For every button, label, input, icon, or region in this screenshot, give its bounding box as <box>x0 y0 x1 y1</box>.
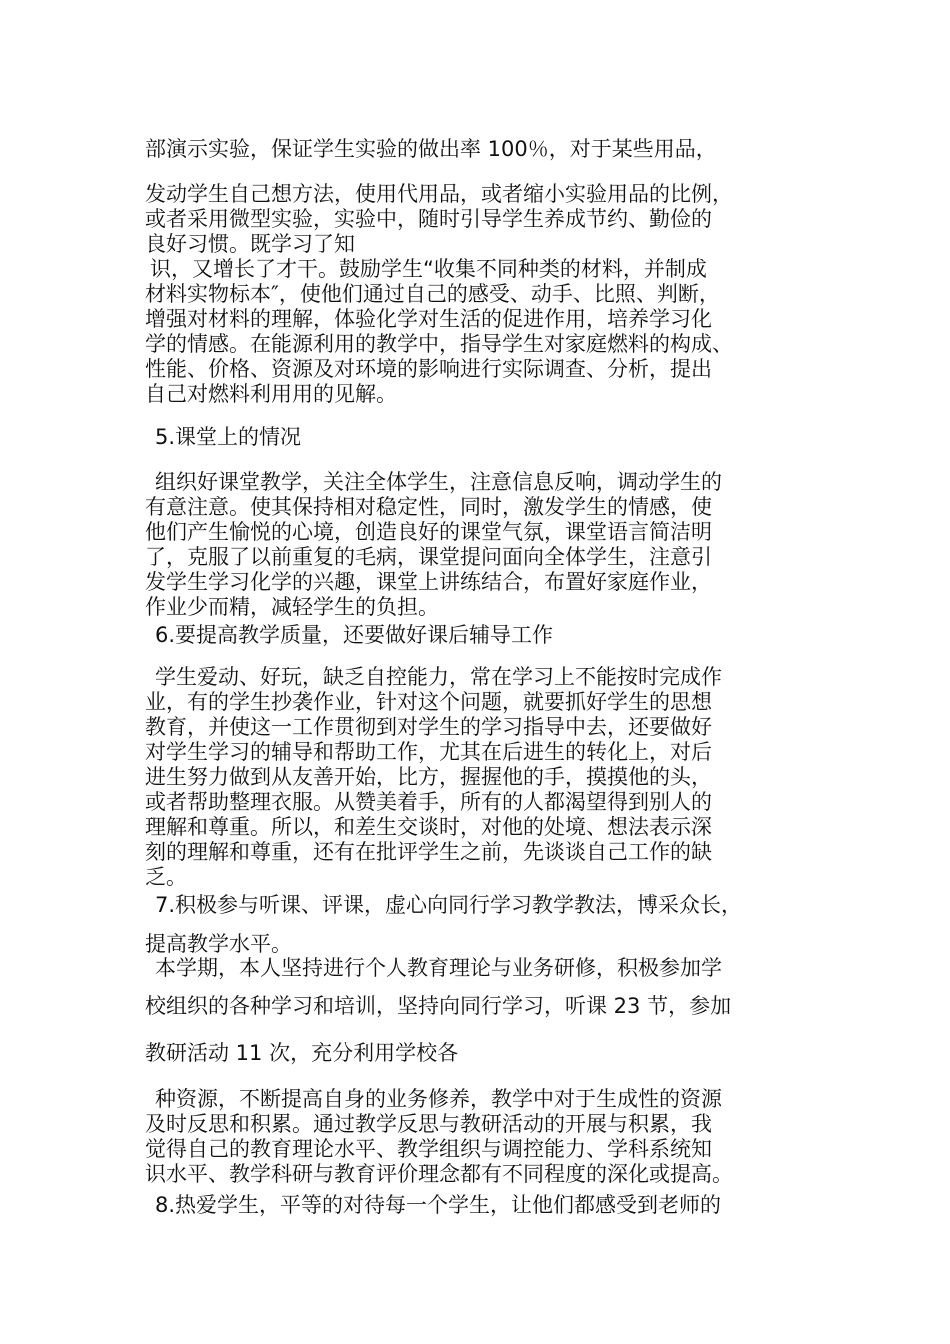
text-line: 作业少而精，减轻学生的负担。 <box>145 595 439 619</box>
text-line: 提高教学水平。 <box>145 932 292 956</box>
text-line: 增强对材料的理解，体验化学对生活的促进作用，培养学习化 <box>145 307 712 331</box>
text-line: 性能、价格、资源及对环境的影响进行实际调查、分析，提出 <box>145 357 712 381</box>
text-line: 发学生学习化学的兴趣，课堂上讲练结合，布置好家庭作业， <box>145 570 712 594</box>
text-line: 或者采用微型实验，实验中，随时引导学生养成节约、勤俭的 <box>145 207 712 231</box>
text-line: 自己对燃料利用用的见解。 <box>145 382 397 406</box>
section-heading: 8.热爱学生，平等的对待每一个学生，让他们都感受到老师的 <box>155 1193 722 1217</box>
text-line: 了，克服了以前重复的毛病，课堂提问面向全体学生，注意引 <box>145 545 712 569</box>
text-line: 教研活动 11 次，充分利用学校各 <box>145 1041 459 1065</box>
section-heading: 6.要提高教学质量，还要做好课后辅导工作 <box>155 623 554 647</box>
text-line: 对学生学习的辅导和帮助工作，尤其在后进生的转化上，对后 <box>145 740 712 764</box>
text-line: 教育，并使这一工作贯彻到对学生的学习指导中去，还要做好 <box>145 715 712 739</box>
text-line: 发动学生自己想方法，使用代用品，或者缩小实验用品的比例， <box>145 182 733 206</box>
text-line: 理解和尊重。所以，和差生交谈时，对他的处境、想法表示深 <box>145 815 712 839</box>
text-line: 识，又增长了才干。鼓励学生“收集不同种类的材料，并制成 <box>150 257 707 281</box>
text-line: 识水平、教学科研与教育评价理念都有不同程度的深化或提高。 <box>145 1162 733 1186</box>
text-line: 组织好课堂教学，关注全体学生，注意信息反响，调动学生的 <box>155 470 722 494</box>
text-line: 刻的理解和尊重，还有在批评学生之前，先谈谈自己工作的缺 <box>145 840 712 864</box>
text-line: 或者帮助整理衣服。从赞美着手，所有的人都渴望得到别人的 <box>145 790 712 814</box>
text-line: 学的情感。在能源利用的教学中，指导学生对家庭燃料的构成、 <box>145 332 733 356</box>
text-line: 业，有的学生抄袭作业，针对这个问题，就要抓好学生的思想 <box>145 690 712 714</box>
text-line: 乏。 <box>145 865 187 889</box>
text-line: 学生爱动、好玩，缺乏自控能力，常在学习上不能按时完成作 <box>155 665 722 689</box>
section-heading: 5.课堂上的情况 <box>155 425 302 449</box>
text-line: 及时反思和积累。通过教学反思与教研活动的开展与积累，我 <box>145 1112 712 1136</box>
text-line: 材料实物标本″，使他们通过自己的感受、动手、比照、判断， <box>145 282 720 306</box>
text-line: 部演示实验，保证学生实验的做出率 100％，对于某些用品， <box>145 137 717 161</box>
text-line: 良好习惯。既学习了知 <box>145 232 355 256</box>
text-line: 校组织的各种学习和培训，坚持向同行学习，听课 23 节，参加 <box>145 994 732 1018</box>
text-line: 有意注意。使其保持相对稳定性，同时，激发学生的情感，使 <box>145 495 712 519</box>
section-heading: 7.积极参与听课、评课，虚心向同行学习教学教法，博采众长， <box>155 893 743 917</box>
text-line: 进生努力做到从友善开始，比方，握握他的手，摸摸他的头， <box>145 765 712 789</box>
text-line: 他们产生愉悦的心境，创造良好的课堂气氛，课堂语言简洁明 <box>145 520 712 544</box>
text-line: 种资源，不断提高自身的业务修养，教学中对于生成性的资源 <box>155 1087 722 1111</box>
text-line: 本学期，本人坚持进行个人教育理论与业务研修，积极参加学 <box>155 956 722 980</box>
text-line: 觉得自己的教育理论水平、教学组织与调控能力、学科系统知 <box>145 1137 712 1161</box>
